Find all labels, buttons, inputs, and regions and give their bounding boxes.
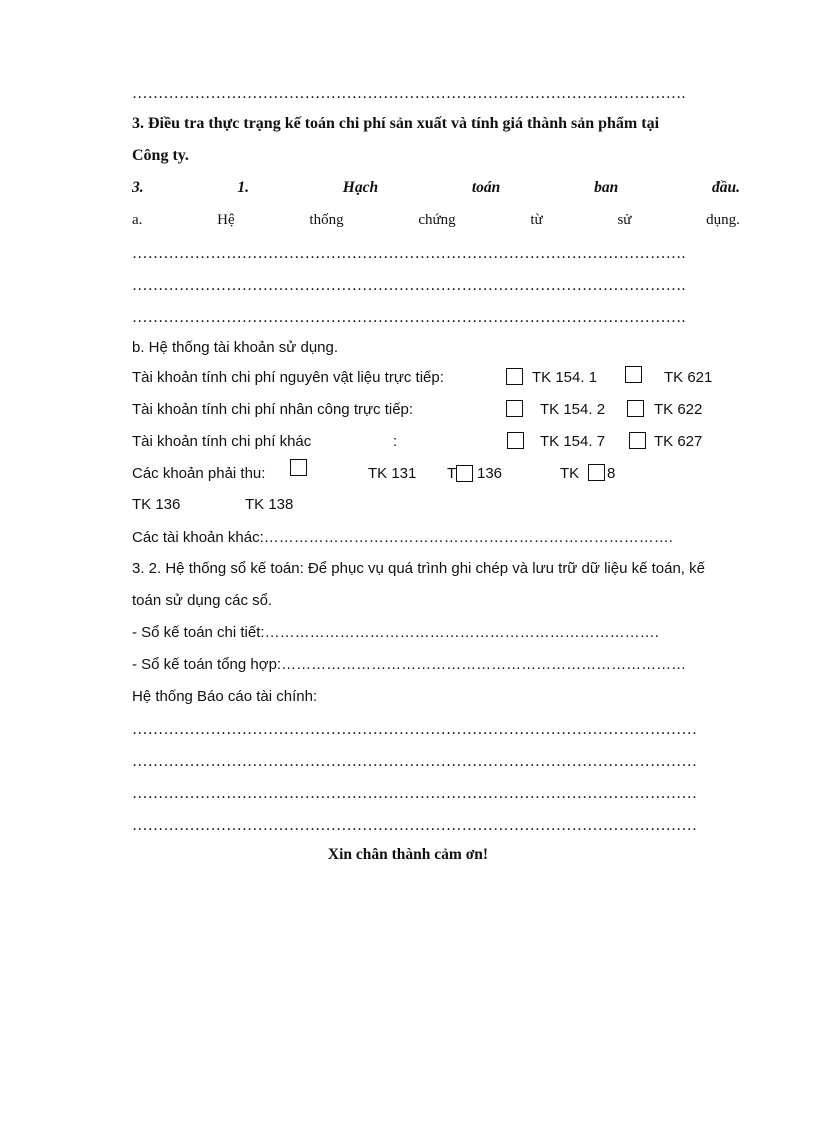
subsection-3-1-heading [132, 178, 740, 198]
checkbox-tk-627[interactable] [629, 432, 646, 449]
checkbox-tk-1547[interactable] [507, 432, 524, 449]
account-label-materials: Tài khoản tính chi phí nguyên vật liệu trực tiếp: [132, 369, 444, 386]
financial-reports-heading: Hệ thống Báo cáo tài chính: [132, 688, 318, 705]
account-label-colon: : [393, 433, 398, 450]
item-a-word: dụng. [706, 212, 740, 228]
dotted-line-top: ……………………………………………………………………………………………. [132, 85, 686, 102]
heading-word: Hạch [342, 179, 379, 196]
heading-word: đầu. [711, 179, 740, 196]
option-tk-622: TK 622 [654, 401, 703, 418]
item-a-word: Hệ [217, 212, 235, 228]
answer-line[interactable]: ……………………………………………………………………………………………… [132, 785, 698, 802]
checkbox-tk-622[interactable] [627, 400, 644, 417]
item-a-word: a. [132, 212, 143, 228]
section-3-title-line2: Công ty. [132, 147, 189, 164]
answer-line[interactable]: ……………………………………………………………………………………………. [132, 277, 686, 294]
item-a-word: thống [309, 212, 344, 228]
checkbox-tk-131[interactable] [290, 459, 307, 476]
option-tk-627: TK 627 [654, 433, 703, 450]
option-tk-1542: TK 154. 2 [540, 401, 606, 418]
checkbox-tk-621[interactable] [625, 366, 642, 383]
section-3-title-line1: 3. Điều tra thực trạng kế toán chi phí sản xuất và tính giá thành sản phẩm tại [132, 115, 660, 132]
option-tk-621: TK 621 [664, 369, 713, 386]
closing-thanks: Xin chân thành cảm ơn! [327, 846, 489, 863]
option-tk-136-prefix: T [447, 465, 457, 482]
heading-word: 3. [132, 179, 144, 196]
other-accounts-line[interactable]: Các tài khoản khác:………………………………………………………………………. [132, 529, 673, 546]
account-label-other: Tài khoản tính chi phí khác [132, 433, 312, 450]
receivables-label: Các khoản phải thu: [132, 465, 266, 482]
option-tk-136-suffix: 136 [477, 465, 503, 482]
subsection-3-2-line1: 3. 2. Hệ thống sổ kế toán: Để phục vụ quá trình ghi chép và lưu trữ dữ liệu kế toán, kế [132, 560, 705, 577]
answer-line[interactable]: ……………………………………………………………………………………………… [132, 817, 698, 834]
detail-ledger-line[interactable]: - Sổ kế toán chi tiết:……………………………………………………………………. [132, 624, 659, 641]
checkbox-tk-1541[interactable] [506, 368, 523, 385]
checkbox-tk-1542[interactable] [506, 400, 523, 417]
item-b-heading: b. Hệ thống tài khoản sử dụng. [132, 339, 339, 356]
option-tk-131: TK 131 [368, 465, 417, 482]
receivables-tk-136: TK 136 [132, 496, 181, 513]
receivables-tk-138: TK 138 [245, 496, 294, 513]
item-a-heading [132, 210, 740, 230]
subsection-3-2-line2: toán sử dụng các sổ. [132, 592, 273, 609]
item-a-word: sử [617, 212, 632, 228]
item-a-word: từ [530, 212, 543, 228]
account-label-labor: Tài khoản tính chi phí nhân công trực tiếp: [132, 401, 414, 418]
checkbox-tk-136[interactable] [456, 465, 473, 482]
option-tk-138-suffix: 8 [607, 465, 616, 482]
item-a-word: chứng [418, 212, 456, 228]
heading-word: 1. [237, 179, 250, 196]
answer-line[interactable]: ……………………………………………………………………………………………. [132, 245, 686, 262]
general-ledger-line[interactable]: - Sổ kế toán tổng hợp:……………………………………………………………………… [132, 656, 687, 673]
option-tk-1541: TK 154. 1 [532, 369, 598, 386]
answer-line[interactable]: ……………………………………………………………………………………………. [132, 309, 686, 326]
option-tk-138-prefix: TK [560, 465, 580, 482]
option-tk-1547: TK 154. 7 [540, 433, 606, 450]
heading-word: ban [594, 179, 619, 196]
heading-word: toán [471, 179, 501, 196]
answer-line[interactable]: ……………………………………………………………………………………………… [132, 721, 698, 738]
checkbox-tk-138[interactable] [588, 464, 605, 481]
answer-line[interactable]: ……………………………………………………………………………………………… [132, 753, 698, 770]
